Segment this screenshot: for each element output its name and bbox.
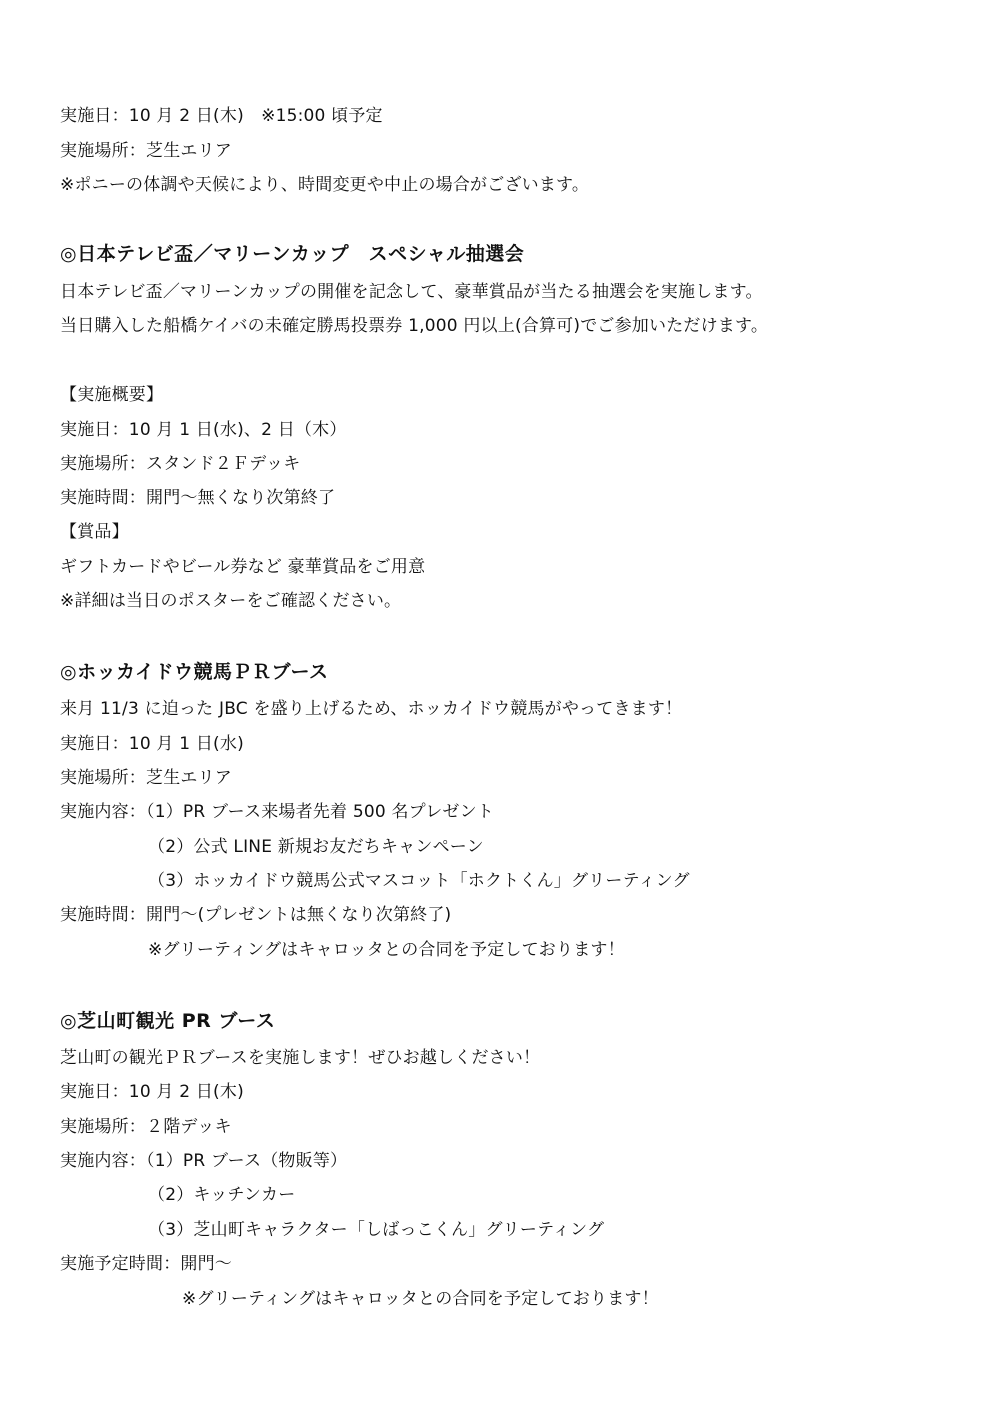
shibayama-desc: 芝山町の観光ＰＲブースを実施します！ぜひお越しください！ — [60, 1048, 541, 1068]
lottery-date: 実施日：10 月 1 日(水)、2 日（木） — [60, 420, 347, 440]
lottery-desc-2: 当日購入した船橋ケイバの未確定勝馬投票券 1,000 円以上(合算可)でご参加いただけます。 — [60, 316, 769, 336]
hokkaido-heading: ◎ホッカイドウ競馬ＰＲブース — [60, 661, 329, 683]
shibayama-content-2: （2）キッチンカー — [148, 1185, 296, 1205]
shibayama-note: ※グリーティングはキャロッタとの合同を予定しております！ — [182, 1289, 659, 1309]
pony-date: 実施日：10 月 2 日(木) ※15:00 頃予定 — [60, 106, 383, 126]
hokkaido-note: ※グリーティングはキャロッタとの合同を予定しております！ — [148, 940, 625, 960]
lottery-overview-label: 【実施概要】 — [60, 385, 164, 405]
hokkaido-date: 実施日：10 月 1 日(水) — [60, 734, 244, 754]
hokkaido-content-1: 実施内容：（1）PR ブース来場者先着 500 名プレゼント — [60, 802, 494, 822]
shibayama-date: 実施日：10 月 2 日(木) — [60, 1082, 244, 1102]
lottery-desc-1: 日本テレビ盃／マリーンカップの開催を記念して、豪華賞品が当たる抽選会を実施します。 — [60, 282, 763, 302]
shibayama-content-3: （3）芝山町キャラクター「しばっこくん」グリーティング — [148, 1220, 605, 1240]
hokkaido-place: 実施場所：芝生エリア — [60, 768, 232, 788]
pony-note: ※ポニーの体調や天候により、時間変更や中止の場合がございます。 — [60, 175, 590, 195]
hokkaido-time: 実施時間：開門～(プレゼントは無くなり次第終了) — [60, 905, 452, 925]
pony-place: 実施場所：芝生エリア — [60, 141, 232, 161]
shibayama-place: 実施場所：２階デッキ — [60, 1117, 232, 1137]
lottery-prize-label: 【賞品】 — [60, 522, 129, 542]
lottery-prize: ギフトカードやビール券など 豪華賞品をご用意 — [60, 557, 426, 577]
hokkaido-content-2: （2）公式 LINE 新規お友だちキャンペーン — [148, 837, 484, 857]
shibayama-time: 実施予定時間：開門～ — [60, 1254, 232, 1274]
hokkaido-content-3: （3）ホッカイドウ競馬公式マスコット「ホクトくん」グリーティング — [148, 871, 690, 891]
lottery-time: 実施時間：開門～無くなり次第終了 — [60, 488, 336, 508]
lottery-heading: ◎日本テレビ盃／マリーンカップ スペシャル抽選会 — [60, 243, 525, 265]
hokkaido-desc: 来月 11/3 に迫った JBC を盛り上げるため、ホッカイドウ競馬がやってきます！ — [60, 699, 683, 719]
shibayama-heading: ◎芝山町観光 PR ブース — [60, 1010, 276, 1032]
shibayama-content-1: 実施内容：（1）PR ブース（物販等） — [60, 1151, 348, 1171]
lottery-place: 実施場所：スタンド２Ｆデッキ — [60, 454, 301, 474]
lottery-prize-note: ※詳細は当日のポスターをご確認ください。 — [60, 591, 402, 611]
